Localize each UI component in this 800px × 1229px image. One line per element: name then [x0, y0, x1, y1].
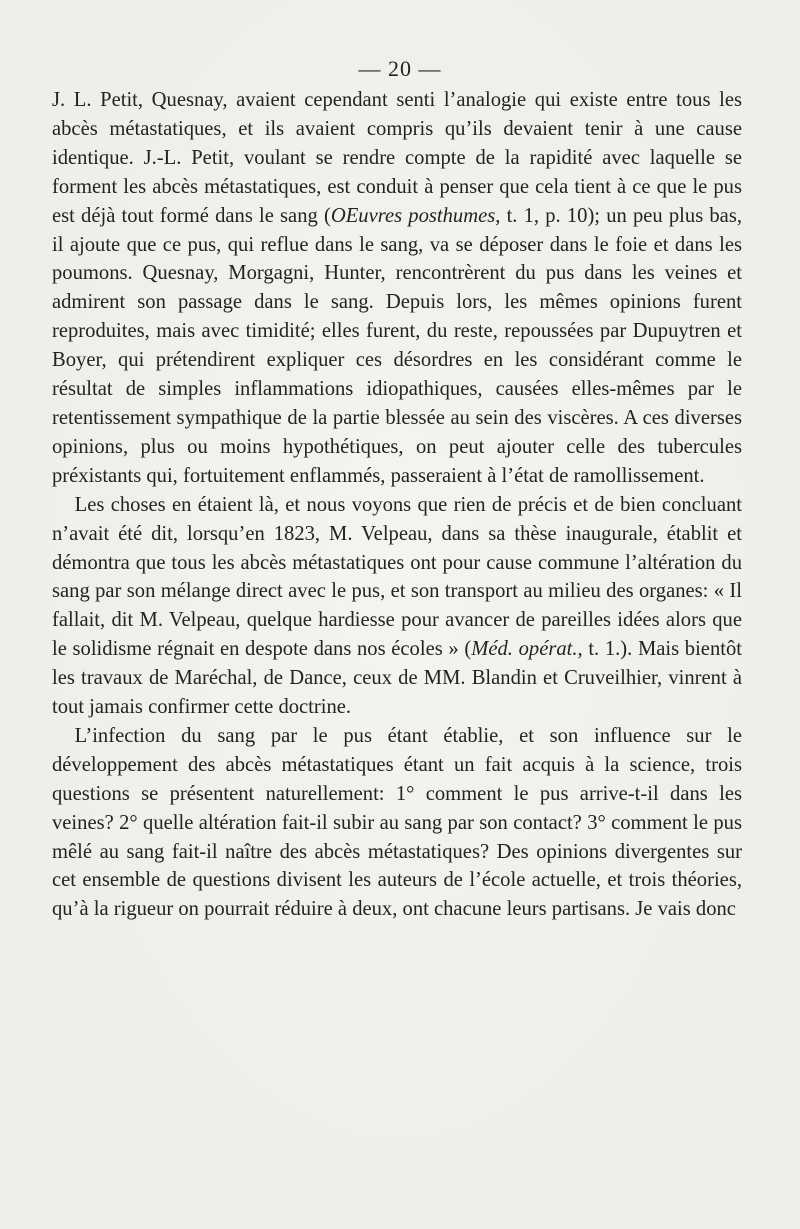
paragraph-1-citation-italic: OEuvres posthumes: [330, 204, 496, 227]
paragraph-2-text-b: , t. 1.). Mais bientôt les travaux de Maréchal, de Dance, ceux de MM. Blandin et Cruveilhier, vinrent à tout jamais confirmer cette doctrine.: [52, 638, 742, 719]
paragraph-2: [52, 491, 742, 722]
body-text: [52, 86, 742, 924]
paragraph-3-text: L’infection du sang par le pus étant établie, et son influence sur le développement des abcès métastatiques étant un fait acquis à la science, trois questions se présentent naturellement: 1° comment le pus arrive-t-il dans les veines? 2° quelle altération fait-il subir au sang par son contact? 3° comment le pus mêlé au sang fait-il naître des abcès métastatiques? Des opinions divergentes sur cet ensemble de questions divisent les auteurs de l’école actuelle, et trois théories, qu’à la rigueur on pourrait réduire à deux, ont chacune leurs partisans. Je vais donc: [52, 724, 742, 921]
paragraph-1-text-b: , t. 1, p. 10); un peu plus bas, il ajoute que ce pus, qui reflue dans le sang, va se déposer dans le foie et dans les poumons. Quesnay, Morgagni, Hunter, rencontrèrent du pus dans les veines et admirent son passage dans le sang. Depuis lors, les mêmes opinions furent reproduites, mais avec timidité; elles furent, du reste, repoussées par Dupuytren et Boyer, qui prétendirent expliquer ces désordres en les considérant comme le résultat de simples inflammations idiopathiques, causées elles-mêmes par le retentissement sympathique de la partie blessée au sein des viscères. A ces diverses opinions, plus ou moins hypothétiques, on peut ajouter celle des tubercules préxistants qui, fortuitement enflammés, passeraient à l’état de ramollissement.: [52, 204, 742, 487]
page-number: — 20 —: [358, 56, 442, 81]
paragraph-2-text-a: Les choses en étaient là, et nous voyons que rien de précis et de bien concluant n’avait été dit, lorsqu’en 1823, M. Velpeau, dans sa thèse inaugurale, établit et démontra que tous les abcès métastatiques ont pour cause commune l’altération du sang par son mélange direct avec le pus, et son transport au milieu des organes: « Il fallait, dit M. Velpeau, quelque hardiesse pour avancer de pareilles idées alors que le solidisme régnait en despote dans nos écoles » (: [52, 493, 742, 661]
paragraph-1-text-a: J. L. Petit, Quesnay, avaient cependant senti l’analogie qui existe entre tous les abcès métastatiques, et ils avaient compris qu’ils devaient tenir à une cause identique. J.-L. Petit, voulant se rendre compte de la rapidité avec laquelle se forment les abcès métastatiques, est conduit à penser que cela tient à ce que le pus est déjà tout formé dans le sang (: [52, 89, 742, 227]
paragraph-1: [52, 86, 742, 491]
paragraph-2-citation-italic: Méd. opérat.: [471, 638, 578, 661]
paragraph-3: [52, 722, 742, 924]
